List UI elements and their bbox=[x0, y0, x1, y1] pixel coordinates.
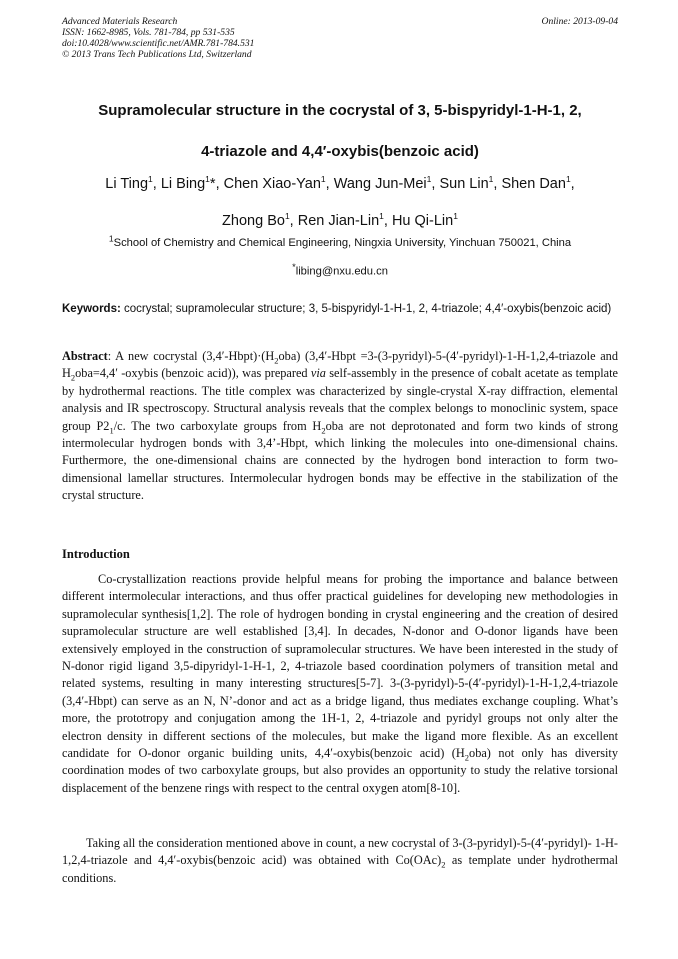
italic-term: via bbox=[310, 366, 326, 381]
issn-line: ISSN: 1662-8985, Vols. 781-784, pp 531-535 bbox=[62, 27, 235, 38]
introduction-paragraph-2 bbox=[62, 835, 618, 887]
author-name: Zhong Bo bbox=[222, 213, 285, 229]
affiliation-marker: 1 bbox=[565, 174, 571, 185]
abstract-text: oba=4,4′ -oxybis (benzoic acid)), was prepared bbox=[75, 366, 311, 381]
email-address: libing@nxu.edu.cn bbox=[295, 265, 388, 278]
abstract-text: self-assembly in the presence of cobalt acetate as template by hydrothermal reactions. The title complex was characterized by single-crystal X-ray diffraction, elemental analysis and IR spectroscopy. Structural analysis reveals that the complex belongs to monoclinic system, space group P2 bbox=[62, 366, 619, 433]
subscript: 1 bbox=[109, 425, 114, 436]
copyright-line: © 2013 Trans Tech Publications Ltd, Switzerland bbox=[62, 49, 252, 60]
paragraph-text: as template under hydrothermal conditions. bbox=[62, 853, 619, 885]
section-heading-introduction: Introduction bbox=[62, 547, 130, 561]
affiliation-marker: 1 bbox=[148, 174, 153, 185]
affiliation-marker: 1 bbox=[284, 211, 290, 222]
author-line-1: Li Ting$^1$, Li Bing$^1$*, Chen Xiao-Yan$^1$, Wang Jun-Mei$^1$, Sun Lin$^1$, Shen Dan$^1$, bbox=[105, 174, 575, 192]
corresponding-mark: * bbox=[292, 262, 296, 272]
subscript: 2 bbox=[321, 425, 326, 436]
author-name: Ren Jian-Lin bbox=[297, 213, 380, 229]
author-list bbox=[62, 166, 618, 240]
subscript: 2 bbox=[274, 355, 279, 366]
introduction-paragraph-1 bbox=[62, 571, 618, 797]
author-name: Shen Dan bbox=[501, 176, 566, 192]
keywords-label: Keywords: bbox=[62, 303, 121, 315]
author-line-2: Zhong Bo$^1$, Ren Jian-Lin$^1$, Hu Qi-Lin$^1$ bbox=[222, 211, 458, 229]
abstract bbox=[62, 348, 618, 505]
author-name: Li Ting bbox=[105, 176, 149, 192]
paper-title bbox=[62, 90, 618, 172]
journal-name: Advanced Materials Research bbox=[62, 16, 178, 27]
author-name: Sun Lin bbox=[439, 176, 489, 192]
keywords-text: cocrystal; supramolecular structure; 3, 5-bispyridyl-1-H-1, 2, 4-triazole; 4,4′-oxybis(benzoic acid) bbox=[124, 303, 612, 315]
title-line-2: 4-triazole and 4,4′-oxybis(benzoic acid) bbox=[201, 143, 479, 160]
affiliation-marker: 1 bbox=[379, 211, 384, 222]
subscript: 2 bbox=[464, 752, 470, 763]
abstract-label: Abstract bbox=[62, 349, 108, 363]
author-name: Li Bing bbox=[160, 176, 206, 192]
online-date: Online: 2013-09-04 bbox=[541, 16, 618, 27]
title-line-1: Supramolecular structure in the cocrystal of 3, 5-bispyridyl-1-H-1, 2, bbox=[98, 102, 582, 119]
running-header bbox=[62, 16, 618, 60]
abstract-text: /c. The two carboxylate groups from H bbox=[113, 418, 322, 433]
author-name: Wang Jun-Mei bbox=[333, 176, 427, 192]
affiliation-marker: 1 bbox=[205, 174, 210, 185]
subscript: 2 bbox=[441, 859, 446, 870]
keywords bbox=[62, 300, 618, 318]
paragraph-text: Taking all the consideration mentioned above in count, a new cocrystal of 3-(3-pyridyl)-5-(4′-pyridyl)- 1-H-1,2,4-triazole and 4,4′-oxybis(benzoic acid) was obtained with Co(OAc) bbox=[62, 836, 618, 868]
abstract-text: : A new cocrystal (3,4′-Hbpt)·(H bbox=[107, 349, 275, 363]
affiliation-marker: 1 bbox=[108, 233, 114, 244]
affiliation bbox=[62, 233, 618, 250]
affiliation-marker: 1 bbox=[488, 174, 494, 185]
author-name: Chen Xiao-Yan bbox=[223, 176, 321, 192]
paragraph-text: oba) not only has diversity coordination modes of two carboxylate groups, but also provides an opportunity to study the relative torsional displacement of the benzene rings with respect to the central oxygen atom[8-10]. bbox=[62, 746, 619, 795]
corresponding-mark: * bbox=[209, 176, 216, 192]
paragraph-text: Co-crystallization reactions provide helpful means for probing the importance and balance between different intermolecular interactions, and thus offer practical guidelines for developing new methodologies in supramolecular synthesis[1,2]. The role of hydrogen bonding in crystal engineering and the creation of desired supramolecular structure are well established [3,4]. In decades, N-donor and O-donor ligands have been extensively employed in the construction of supramolecular structures. We have been interested in the study of N-donor rigid ligand 3,5-dipyridyl-1-H-1, 2, 4-triazole based coordination polymers of transition metal and related systems, resulting in many interesting structures[5-7]. 3-(3-pyridyl)-5-(4′-pyridyl)-1-H-1,2,4-triazole (3,4′-Hbpt) can serve as an N, N’-donor and act as a bridge ligand, thus mediates exchange coupling. What’s more, the prototropy and conjugation among the 1H-1, 2, 4-triazole and pyridyl groups not only alter the electron density in different sections of the molecules, but make the ligand more flexible. As an excellent candidate for O-donor organic building units, 4,4′-oxybis(benzoic acid) (H bbox=[62, 572, 618, 761]
abstract-text: oba) (3,4′-Hbpt =3-(3-pyridyl)-5-(4′-pyridyl)-1-H-1,2,4-triazole and H bbox=[62, 349, 618, 381]
affiliation-marker: 1 bbox=[453, 211, 458, 222]
author-name: Hu Qi-Lin bbox=[391, 213, 454, 229]
abstract-text: oba are not deprotonated and form two kinds of strong intermolecular hydrogen bonds with 3,4’-Hbpt, which linking the molecules into one-dimensional chains. Furthermore, the one-dimensional chains are connected by the hydrogen bond interaction to form two-dimensional lamellar structures. Intermolecular hydrogen bonds may be effective in the stabilization of the crystal structure. bbox=[62, 418, 618, 503]
subscript: 2 bbox=[70, 372, 76, 383]
doi-line: doi:10.4028/www.scientific.net/AMR.781-784.531 bbox=[62, 38, 255, 49]
corresponding-email bbox=[62, 260, 618, 279]
affiliation-text: School of Chemistry and Chemical Engineering, Ningxia University, Yinchuan 750021, China bbox=[113, 237, 572, 249]
affiliation-marker: 1 bbox=[426, 174, 432, 185]
affiliation-marker: 1 bbox=[320, 174, 326, 185]
